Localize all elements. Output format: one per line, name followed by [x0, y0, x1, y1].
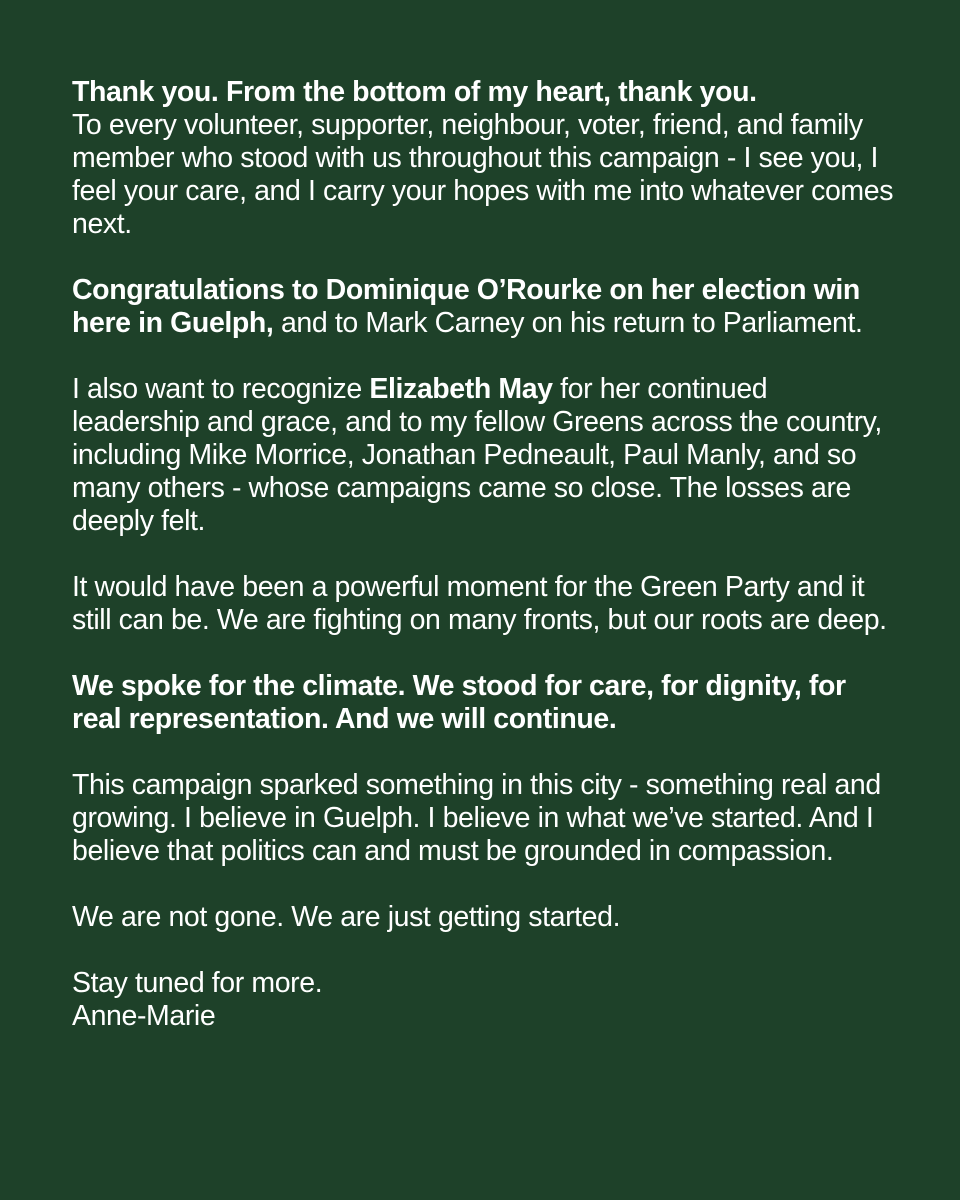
thank-you-text: To every volunteer, supporter, neighbour, voter, friend, and family member who stood with us throughout this campaign - I see you, I feel your care, and I carry your hopes with me into whatever comes next. — [72, 109, 894, 240]
congratulations-bold: Congratulations to Dominique O’Rourke on her election win here in Guelph, — [72, 274, 860, 339]
congratulations-text: and to Mark Carney on his return to Parliament. — [273, 307, 863, 339]
paragraph-campaign — [72, 769, 902, 868]
signoff — [72, 967, 902, 1033]
paragraph-thank-you — [72, 76, 902, 241]
green-party-text: It would have been a powerful moment for the Green Party and it still can be. We are fighting on many fronts, but our roots are deep. — [72, 571, 887, 636]
signoff-name: Anne-Marie — [72, 1000, 216, 1032]
campaign-text: This campaign sparked something in this city - something real and growing. I believe in Guelph. I believe in what we’ve started. And I believe that politics can and must be grounded in compassion. — [72, 769, 881, 867]
recognition-text-before: I also want to recognize — [72, 373, 370, 405]
paragraph-climate — [72, 670, 902, 736]
paragraph-congratulations — [72, 274, 902, 340]
paragraph-green-party — [72, 571, 902, 637]
paragraph-recognition — [72, 373, 902, 538]
paragraph-not-gone — [72, 901, 902, 934]
recognition-text-after: for her continued leadership and grace, and to my fellow Greens across the country, including Mike Morrice, Jonathan Pedneault, Paul Manly, and so many others - whose campaigns came so close. The losses are deeply felt. — [72, 373, 882, 537]
letter-body — [72, 76, 902, 1033]
recognition-bold-name: Elizabeth May — [369, 373, 553, 405]
thank-you-heading: Thank you. From the bottom of my heart, thank you. — [72, 76, 757, 108]
climate-bold-text: We spoke for the climate. We stood for care, for dignity, for real representation. And we will continue. — [72, 670, 846, 735]
signoff-closing: Stay tuned for more. — [72, 967, 323, 999]
not-gone-text: We are not gone. We are just getting started. — [72, 901, 621, 933]
